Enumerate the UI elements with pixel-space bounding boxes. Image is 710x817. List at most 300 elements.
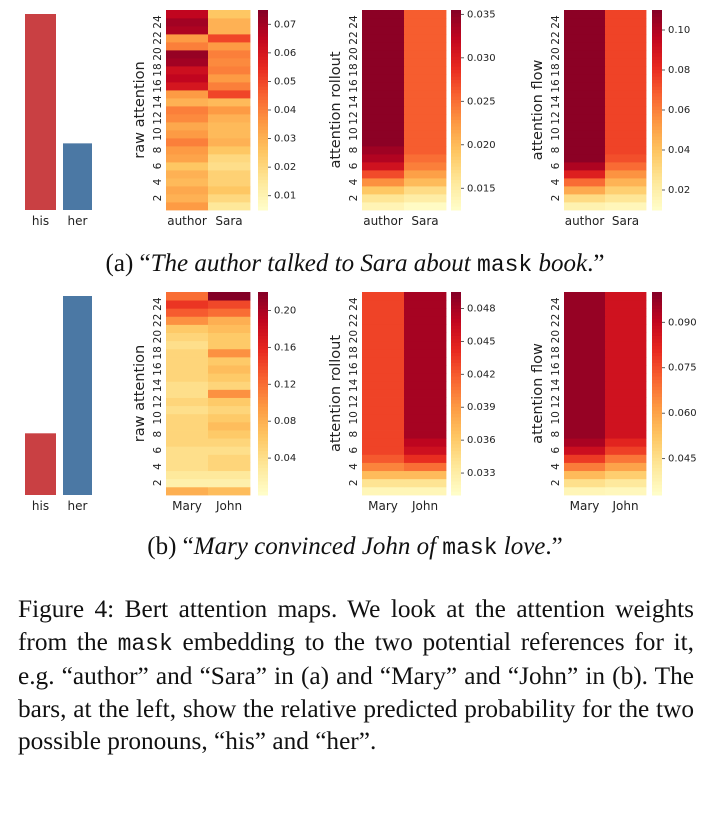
heatmap-cell [605,42,646,50]
heatmap-cell [404,487,446,496]
colorbar-segment [258,90,268,94]
colorbar-segment [451,441,461,445]
colorbar-segment [451,197,461,201]
colorbar-segment [652,360,662,364]
heatmap-cell [605,430,646,439]
heatmap-cell [605,146,646,154]
y-tick-label: 10 [348,411,360,425]
y-tick-label: 8 [348,146,360,154]
colorbar-segment [451,417,461,421]
colorbar-segment [652,107,662,111]
colorbar-segment [451,187,461,191]
colorbar-segment [258,336,268,340]
colorbar-segment [451,90,461,94]
heatmap-cell [564,381,605,390]
y-tick-label: 20 [550,47,562,61]
colorbar-segment [451,343,461,347]
heatmap-cell [362,146,404,154]
heatmap-cell [208,438,250,447]
colorbar-segment [451,309,461,313]
heatmap-cell [404,471,446,480]
heatmap-cell [605,98,646,106]
y-tick-label: 14 [152,95,164,109]
colorbar-segment [652,53,662,57]
colorbar-segment [652,10,662,14]
y-tick-label: 2 [348,479,360,487]
heatmap-cell [362,479,404,488]
colorbar-segment [258,312,268,316]
heatmap-cell [362,98,404,106]
colorbar-segment [258,57,268,61]
heatmap-cell [404,106,446,114]
colorbar-segment [652,427,662,431]
colorbar-segment [652,87,662,91]
y-tick-label: 12 [348,394,360,409]
heatmap-cell [362,324,404,333]
heatmap-cell [362,50,404,58]
y-tick-label: 2 [152,479,164,487]
colorbar-segment [652,377,662,381]
colorbar-segment [652,77,662,81]
colorbar-segment [451,306,461,310]
y-tick-label: 4 [550,178,562,186]
colorbar-segment [258,346,268,350]
heatmap-cell [564,438,605,447]
colorbar-segment [652,424,662,428]
colorbar-segment [258,437,268,441]
heatmap-cell [166,414,208,423]
colorbar-segment [258,306,268,310]
colorbar-segment [451,120,461,124]
colorbar-segment [451,70,461,74]
heatmap-cell [362,414,404,423]
colorbar-tick-label: 0.06 [668,105,691,116]
colorbar-segment [258,160,268,164]
bar-her [63,143,92,210]
heatmap-cell [362,10,404,18]
heatmap-cell [404,186,446,194]
heatmap-cell [605,357,646,366]
colorbar-segment [652,93,662,97]
bar-his [25,14,56,210]
heatmap-cell [564,333,605,342]
heatmap-cell [404,308,446,317]
heatmap-cell [166,349,208,358]
colorbar-segment [258,292,268,296]
heatmap-cell [404,146,446,154]
heatmap-cell [362,82,404,90]
colorbar-segment [258,173,268,177]
heatmap-cell [605,308,646,317]
colorbar-segment [258,23,268,27]
colorbar-tick-label: 0.04 [274,453,297,465]
colorbar-segment [451,350,461,354]
heatmap-cell [362,357,404,366]
heatmap-cell [605,406,646,415]
colorbar-segment [652,437,662,441]
heatmap-cell [208,373,250,382]
colorbar-segment [258,157,268,161]
y-tick-label: 24 [550,297,562,311]
colorbar-segment [652,140,662,144]
colorbar-segment [652,322,662,326]
x-tick-label: author [363,214,403,228]
x-tick-label: John [612,499,639,513]
heatmap-cell [166,324,208,333]
heatmap-cell [166,138,208,146]
heatmap-cell [564,300,605,309]
heatmap-cell [362,422,404,431]
y-tick-label: 22 [348,313,360,328]
y-tick-label: 14 [152,378,164,393]
heatmap-cell [362,471,404,480]
colorbar-segment [451,140,461,144]
colorbar-segment [258,200,268,204]
colorbar-segment [258,107,268,111]
y-tick-label: 20 [348,329,360,344]
colorbar-segment [451,113,461,117]
colorbar-segment [258,137,268,141]
heatmap-cell [166,430,208,439]
colorbar-segment [652,173,662,177]
colorbar-segment [451,370,461,374]
colorbar-segment [652,60,662,64]
heatmap-cell [208,479,250,488]
heatmap-cell [208,324,250,333]
colorbar-segment [451,397,461,401]
colorbar-segment [258,197,268,201]
colorbar-segment [258,103,268,107]
heatmap-cell [362,130,404,138]
heatmap-cell [208,381,250,390]
y-tick-label: 12 [152,394,164,409]
colorbar-segment [258,167,268,171]
colorbar-segment [652,157,662,161]
colorbar-segment [652,160,662,164]
y-tick-label: 4 [550,463,562,470]
heatmap-cell [166,42,208,50]
colorbar-segment [652,295,662,299]
colorbar-segment [258,360,268,364]
heatmap-cell [166,74,208,82]
colorbar-segment [652,309,662,313]
colorbar-segment [451,458,461,462]
colorbar-segment [652,444,662,448]
colorbar-segment [258,53,268,57]
heatmap-cell [564,178,605,186]
heatmap-cell [605,10,646,18]
colorbar-segment [451,326,461,330]
colorbar-segment [652,394,662,398]
colorbar-segment [258,207,268,211]
colorbar-segment [258,117,268,121]
colorbar-segment [258,404,268,408]
heatmap-cell [605,349,646,358]
y-tick-label: 12 [550,394,562,409]
heatmap-cell [362,406,404,415]
colorbar-segment [258,333,268,337]
colorbar-segment [652,397,662,401]
heatmap-cell [208,349,250,358]
heatmap-cell [605,202,646,210]
heatmap-cell [208,308,250,317]
colorbar-segment [451,160,461,164]
y-tick-label: 4 [152,463,164,470]
heatmap-cell [605,292,646,301]
heatmap-cell [362,333,404,342]
colorbar-segment [258,33,268,37]
heatmap-cell [564,422,605,431]
heatmap-cell [564,114,605,122]
colorbar-segment [451,414,461,418]
colorbar-segment [451,356,461,360]
heatmap-cell [564,34,605,42]
heatmap-cell [605,446,646,455]
colorbar-segment [451,173,461,177]
heatmap-cell [166,479,208,488]
colorbar-segment [451,312,461,316]
heatmap-cell [404,130,446,138]
colorbar-segment [652,319,662,323]
colorbar-segment [652,373,662,377]
colorbar-segment [258,478,268,482]
heatmap-cell [208,122,250,130]
heatmap-cell [404,316,446,325]
colorbar-tick-label: 0.03 [274,133,297,145]
heatmap-cell [605,341,646,350]
colorbar-segment [258,444,268,448]
colorbar-segment [652,110,662,114]
colorbar-segment [451,147,461,151]
colorbar-tick-label: 0.035 [467,9,496,21]
heatmap-cell [362,202,404,210]
heatmap-cell [564,365,605,374]
colorbar-segment [451,454,461,458]
y-tick-label: 14 [348,378,360,393]
colorbar-segment [652,306,662,310]
heatmap-cell [208,42,250,50]
colorbar-segment [258,383,268,387]
colorbar-segment [652,27,662,31]
heatmap-cell [362,487,404,496]
colorbar-segment [258,153,268,157]
heatmap-cell [362,300,404,309]
colorbar-tick-label: 0.036 [467,435,496,447]
colorbar-segment [258,180,268,184]
colorbar-segment [652,475,662,479]
heatmap-cell [564,471,605,480]
heatmap-cell [208,90,250,98]
colorbar-segment [451,322,461,326]
colorbar-segment [258,73,268,77]
heatmap-cell [208,34,250,42]
colorbar-segment [451,50,461,54]
heatmap-cell [166,130,208,138]
y-tick-label: 18 [152,63,164,77]
colorbar-segment [258,13,268,17]
bar-his [25,433,56,495]
heatmap-cell [166,162,208,170]
y-tick-label: 2 [550,194,562,202]
colorbar-tick-label: 0.08 [668,65,691,76]
colorbar-segment [451,478,461,482]
heatmap-cell [208,74,250,82]
colorbar-segment [451,143,461,147]
colorbar-segment [258,322,268,326]
colorbar-segment [451,465,461,469]
colorbar-segment [652,417,662,421]
colorbar-segment [451,333,461,337]
colorbar-segment [652,404,662,408]
heatmap-cell [605,438,646,447]
colorbar-segment [258,43,268,47]
colorbar-segment [451,444,461,448]
bar-label-his: his [31,214,50,228]
colorbar-segment [652,170,662,174]
colorbar-segment [258,83,268,87]
colorbar-segment [258,67,268,71]
colorbar-segment [258,127,268,131]
colorbar-segment [258,387,268,391]
heatmap-cell [362,106,404,114]
y-tick-label: 2 [348,194,360,202]
colorbar-segment [258,353,268,357]
heatmap-cell [564,398,605,407]
colorbar-segment [258,203,268,207]
colorbar-segment [258,150,268,154]
y-axis-label: attention flow [530,59,546,161]
heatmap-cell [208,58,250,66]
heatmap-cell [208,154,250,162]
heatmap-cell [404,202,446,210]
heatmap-cell [605,170,646,178]
heatmap-cell [404,50,446,58]
y-tick-label: 2 [550,479,562,487]
colorbar-segment [258,431,268,435]
heatmap-cell [362,114,404,122]
colorbar-tick-label: 0.020 [467,139,496,151]
heatmap-cell [208,292,250,301]
heatmap-cell [166,66,208,74]
colorbar-segment [451,110,461,114]
x-tick-label: author [167,214,207,228]
y-axis-label: raw attention [132,344,148,443]
colorbar-segment [652,40,662,44]
heatmap-cell [605,106,646,114]
colorbar-segment [258,377,268,381]
heatmap-cell [564,58,605,66]
heatmap-cell [404,454,446,463]
colorbar-segment [451,127,461,131]
colorbar-segment [652,187,662,191]
bar-label-his: his [31,499,50,513]
heatmap-cell [605,316,646,325]
colorbar-tick-label: 0.042 [467,369,496,381]
colorbar-segment [258,163,268,167]
colorbar-segment [451,336,461,340]
colorbar-segment [258,329,268,333]
colorbar-segment [258,87,268,91]
heatmap-cell [404,292,446,301]
y-tick-label: 6 [348,446,360,454]
colorbar-segment [451,353,461,357]
colorbar-segment [451,434,461,438]
y-tick-label: 14 [348,95,360,109]
colorbar-segment [451,37,461,41]
colorbar-segment [451,150,461,154]
heatmap-cell [208,98,250,106]
heatmap-cell [166,438,208,447]
colorbar-segment [451,57,461,61]
heatmap-cell [404,154,446,162]
colorbar-segment [451,448,461,452]
heatmap-cell [166,487,208,496]
colorbar-segment [258,77,268,81]
heatmap-cell [404,10,446,18]
colorbar-segment [652,153,662,157]
y-tick-label: 16 [152,79,164,93]
colorbar-segment [258,319,268,323]
heatmap-cell [208,114,250,122]
colorbar-segment [451,103,461,107]
heatmap-cell [166,82,208,90]
heatmap-cell [404,74,446,82]
colorbar-segment [451,77,461,81]
colorbar-segment [258,485,268,489]
heatmap-cell [166,292,208,301]
heatmap-cell [362,381,404,390]
colorbar-segment [652,451,662,455]
heatmap-cell [564,479,605,488]
heatmap-cell [208,170,250,178]
y-tick-label: 6 [152,162,164,170]
colorbar-segment [652,30,662,34]
heatmap-cell [564,50,605,58]
y-tick-label: 12 [550,111,562,125]
colorbar-segment [451,200,461,204]
heatmap-cell [362,122,404,130]
heatmap-cell [564,373,605,382]
colorbar-segment [451,43,461,47]
y-tick-label: 10 [152,127,164,141]
y-tick-label: 6 [348,162,360,170]
heatmap-cell [605,479,646,488]
colorbar-segment [258,380,268,384]
colorbar-segment [652,163,662,167]
heatmap-cell [404,406,446,415]
colorbar-segment [258,441,268,445]
colorbar-segment [258,316,268,320]
y-tick-label: 4 [152,178,164,186]
colorbar-segment [451,346,461,350]
colorbar-segment [451,157,461,161]
colorbar-tick-label: 0.01 [274,190,297,202]
colorbar-segment [652,23,662,27]
heatmap-cell [605,194,646,202]
colorbar-segment [451,461,461,465]
heatmap-cell [605,324,646,333]
y-axis-label: attention flow [530,343,546,444]
colorbar-segment [652,465,662,469]
colorbar-segment [652,383,662,387]
colorbar-segment [258,190,268,194]
colorbar-segment [258,488,268,492]
heatmap-cell [166,422,208,431]
heatmap-cell [605,463,646,472]
colorbar-segment [258,123,268,127]
y-tick-label: 2 [152,194,164,202]
colorbar-segment [652,454,662,458]
